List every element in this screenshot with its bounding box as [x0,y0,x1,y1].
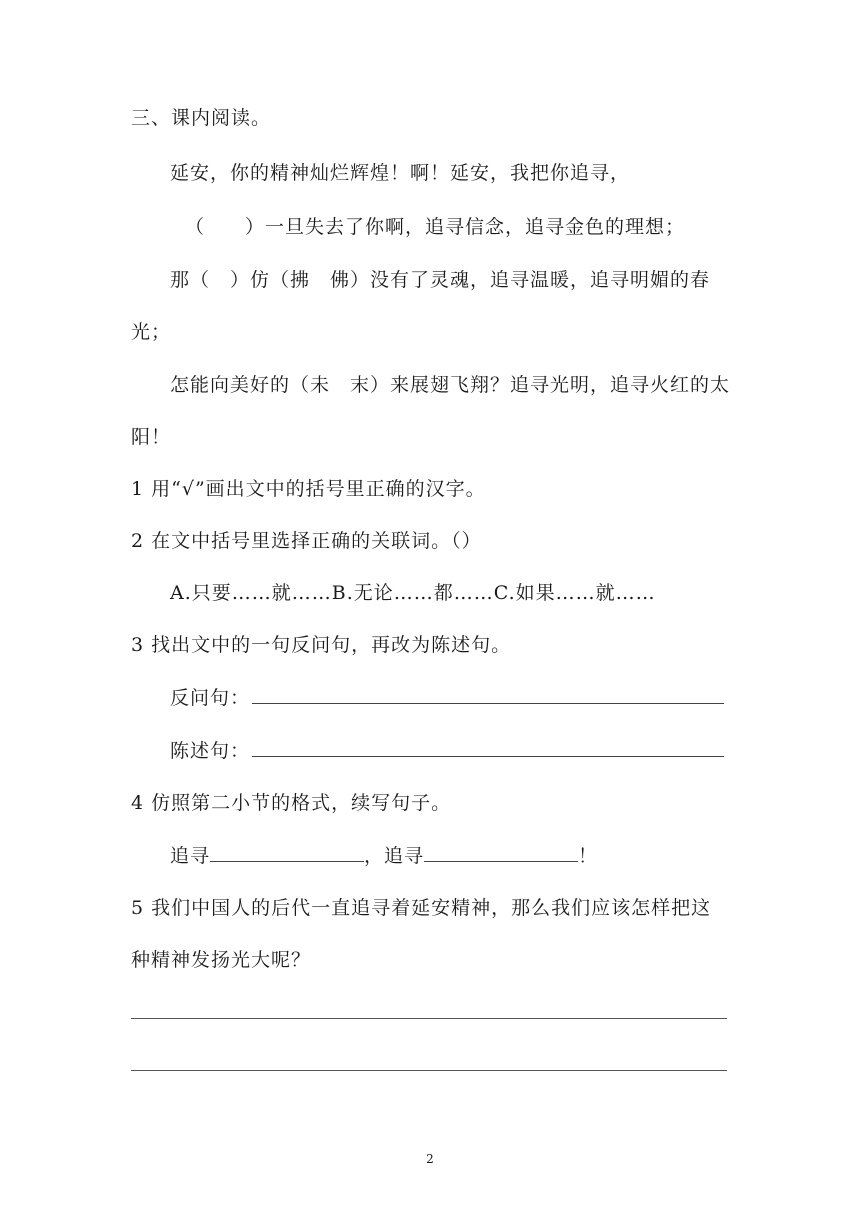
declarative-sentence-label: 陈述句： [170,740,251,762]
question-4: 4 仿照第二小节的格式，续写句子。 [131,792,452,814]
question-2-options: A.只要……就……B.无论……都……C.如果……就…… [170,582,656,604]
question-2: 2 在文中括号里选择正确的关联词。（） [131,530,482,552]
question-1: 1 用“√”画出文中的括号里正确的汉字。 [131,478,486,500]
continuation-prefix: 追寻 [170,845,211,867]
question-5: 5 我们中国人的后代一直追寻着延安精神，那么我们应该怎样把这 [131,897,712,919]
rhetorical-question-row [170,685,724,711]
continuation-row [170,843,598,869]
poem-line-4-cont: 阳！ [131,426,172,448]
rhetorical-question-label: 反问句： [170,687,251,709]
answer-line-2[interactable] [131,1070,727,1071]
rhetorical-question-blank[interactable] [252,685,724,704]
poem-line-4: 怎能向美好的（未 末）来展翅飞翔？追寻光明，追寻火红的太 [170,374,731,396]
declarative-sentence-row [170,738,724,764]
continuation-middle: ，追寻 [364,845,425,867]
poem-line-3: 那（ ）仿（拂 佛）没有了灵魂，追寻温暖，追寻明媚的春 [170,269,711,291]
question-5-cont: 种精神发扬光大呢？ [131,949,312,971]
answer-line-1[interactable] [131,1018,727,1019]
poem-line-3-cont: 光； [131,321,172,343]
continuation-blank-1[interactable] [210,843,364,862]
page-number: 2 [426,1152,434,1166]
continuation-end: ！ [578,845,599,867]
poem-line-2: （ ）一旦失去了你啊，追寻信念，追寻金色的理想； [185,216,686,238]
section-title: 三、课内阅读。 [131,107,272,129]
question-3: 3 找出文中的一句反问句，再改为陈述句。 [131,634,512,656]
poem-line-1: 延安，你的精神灿烂辉煌！啊！延安，我把你追寻， [170,162,631,184]
continuation-blank-2[interactable] [424,843,578,862]
declarative-sentence-blank[interactable] [252,738,724,757]
